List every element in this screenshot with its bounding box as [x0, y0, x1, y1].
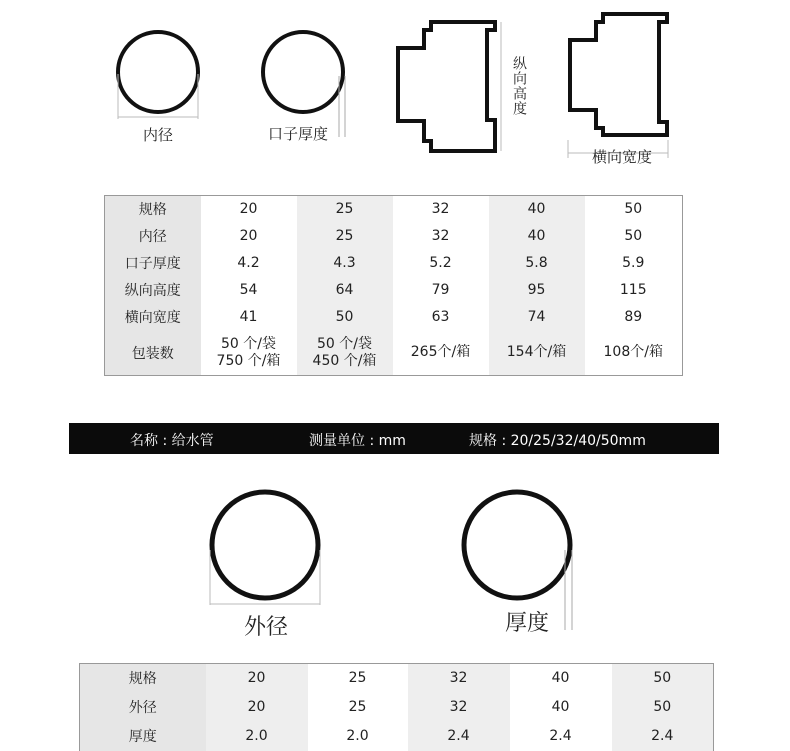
row-label: 厚度	[80, 722, 206, 751]
pack-line: 154个/箱	[506, 344, 567, 361]
product-spec: 规格 : 20/25/32/40/50mm	[469, 433, 646, 449]
table-cell: 5.2	[393, 250, 489, 277]
table-cell: 50	[612, 664, 714, 693]
table-cell: 32	[408, 693, 510, 722]
thickness-circle-icon	[464, 492, 570, 598]
inner-diameter-label: 内径	[143, 126, 174, 144]
pack-line: 50 个/袋	[317, 335, 372, 352]
pack-line: 50 个/袋	[221, 335, 276, 352]
row-label: 纵向高度	[105, 277, 201, 304]
table-cell: 40	[510, 693, 612, 722]
table-cell: 4.3	[297, 250, 393, 277]
table-cell: 40	[489, 196, 585, 223]
outer-diameter-label: 外径	[244, 615, 289, 640]
table-row	[105, 250, 683, 277]
row-label: 内径	[105, 223, 201, 250]
table-cell: 25	[308, 693, 408, 722]
table-cell: 95	[489, 277, 585, 304]
width-label: 横向宽度	[592, 148, 653, 166]
table-cell: 25	[308, 664, 408, 693]
table-cell: 115	[585, 277, 683, 304]
bottom-diagrams	[0, 470, 790, 640]
tee-fitting-height-icon	[398, 22, 495, 151]
table-cell	[201, 331, 297, 376]
table-cell	[297, 331, 393, 376]
table-row	[105, 223, 683, 250]
table-cell: 20	[201, 196, 297, 223]
inner-diameter-circle-icon	[118, 32, 198, 112]
product-name: 名称 : 给水管	[130, 433, 214, 449]
row-label: 规格	[80, 664, 206, 693]
table-cell: 54	[201, 277, 297, 304]
table-row	[80, 664, 714, 693]
table-cell: 40	[489, 223, 585, 250]
table-cell: 2.0	[308, 722, 408, 751]
table-cell: 79	[393, 277, 489, 304]
spec-table-2	[79, 663, 714, 751]
row-label: 外径	[80, 693, 206, 722]
pack-line: 750 个/箱	[216, 352, 281, 369]
table-cell: 40	[510, 664, 612, 693]
outer-diameter-circle-icon	[212, 492, 318, 598]
table-row	[80, 693, 714, 722]
table-cell	[585, 331, 683, 376]
table-cell: 20	[201, 223, 297, 250]
height-label: 纵向高度	[511, 56, 527, 116]
top-diagrams	[0, 0, 790, 190]
table-cell: 50	[297, 304, 393, 331]
row-label: 包装数	[105, 331, 201, 376]
pack-line: 450 个/箱	[312, 352, 377, 369]
table-cell: 2.4	[408, 722, 510, 751]
table-row	[105, 196, 683, 223]
spec-table-1	[104, 195, 683, 376]
table-cell: 5.8	[489, 250, 585, 277]
table-cell: 50	[585, 196, 683, 223]
table-cell	[489, 331, 585, 376]
product-info-banner	[69, 423, 719, 454]
table-cell: 32	[393, 223, 489, 250]
pack-line: 108个/箱	[603, 344, 663, 361]
measurement-unit: 测量单位 : mm	[309, 433, 406, 449]
table-cell: 25	[297, 223, 393, 250]
table-row	[105, 304, 683, 331]
row-label: 口子厚度	[105, 250, 201, 277]
table-cell: 64	[297, 277, 393, 304]
table-cell: 63	[393, 304, 489, 331]
tee-fitting-width-icon	[570, 14, 667, 135]
table-cell: 32	[408, 664, 510, 693]
table-row	[105, 331, 683, 376]
table-cell: 50	[612, 693, 714, 722]
table-cell: 2.0	[206, 722, 308, 751]
table-cell: 25	[297, 196, 393, 223]
wall-thickness-label: 口子厚度	[268, 125, 329, 143]
row-label: 横向宽度	[105, 304, 201, 331]
table-cell: 89	[585, 304, 683, 331]
table-cell: 41	[201, 304, 297, 331]
table-cell: 4.2	[201, 250, 297, 277]
pack-line: 265个/箱	[410, 344, 471, 361]
thickness-label: 厚度	[505, 611, 550, 636]
table-cell: 20	[206, 693, 308, 722]
table-cell: 2.4	[510, 722, 612, 751]
table-cell: 74	[489, 304, 585, 331]
table-cell: 32	[393, 196, 489, 223]
table-cell: 5.9	[585, 250, 683, 277]
table-cell: 2.4	[612, 722, 714, 751]
table-row	[80, 722, 714, 751]
table-cell	[393, 331, 489, 376]
table-cell: 20	[206, 664, 308, 693]
table-cell: 50	[585, 223, 683, 250]
table-row	[105, 277, 683, 304]
row-label: 规格	[105, 196, 201, 223]
wall-thickness-circle-icon	[263, 32, 343, 112]
